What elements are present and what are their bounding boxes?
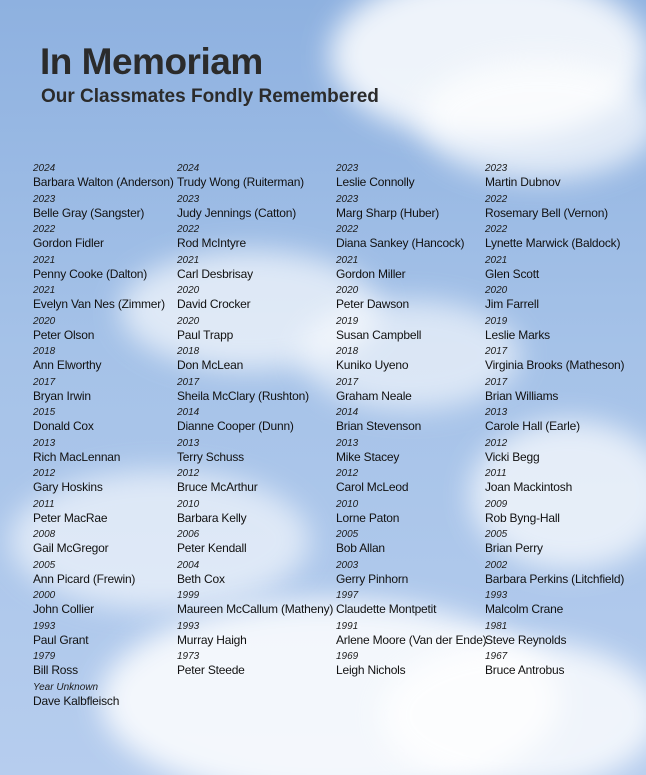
memorial-entry [336, 346, 486, 377]
memorial-entry [33, 621, 174, 652]
entry-year: 2024 [33, 163, 56, 174]
memorial-column-4 [485, 163, 624, 682]
memorial-entry [177, 163, 333, 194]
memorial-entry [336, 560, 486, 591]
entry-name: Paul Trapp [177, 327, 234, 342]
memorial-entry [33, 346, 174, 377]
memorial-entry [485, 194, 624, 225]
memorial-entry [485, 438, 624, 469]
entry-name: Judy Jennings (Catton) [177, 205, 296, 220]
entry-year: 2019 [336, 315, 359, 327]
entry-name: Bruce Antrobus [485, 663, 565, 677]
memorial-entry [485, 529, 624, 560]
entry-year: 2021 [177, 254, 200, 266]
memorial-entry [485, 346, 624, 377]
entry-year: 2014 [177, 407, 200, 418]
entry-name: Bill Ross [33, 663, 78, 677]
memorial-entry [33, 590, 174, 621]
entry-name: Peter Steede [177, 663, 245, 677]
entry-year: 2022 [177, 224, 200, 235]
entry-year: 2024 [177, 163, 200, 174]
memorial-entry [177, 346, 333, 377]
entry-name: Peter MacRae [33, 510, 108, 525]
entry-year: 2005 [33, 559, 56, 571]
memorial-entry [336, 590, 486, 621]
entry-name: Peter Kendall [177, 541, 247, 555]
memorial-entry [177, 529, 333, 560]
entry-year: 2023 [336, 193, 359, 205]
memorial-entry [336, 529, 486, 560]
entry-name: Donald Cox [33, 419, 94, 433]
entry-name: Penny Cooke (Dalton) [33, 266, 148, 281]
memorial-entry [177, 194, 333, 225]
entry-year: 2003 [336, 559, 359, 571]
entry-year: 2012 [485, 437, 508, 449]
entry-name: Gail McGregor [33, 541, 109, 555]
entry-year: 1979 [33, 651, 56, 662]
entry-year: 2013 [177, 437, 200, 449]
entry-name: Kuniko Uyeno [336, 358, 409, 372]
entry-year: 2021 [33, 285, 56, 296]
entry-name: Mike Stacey [336, 449, 400, 464]
entry-year: 2021 [33, 254, 56, 266]
memorial-entry [336, 407, 486, 438]
entry-name: Bruce McArthur [177, 480, 258, 494]
memorial-entry [336, 285, 486, 316]
memorial-entry [336, 316, 486, 347]
entry-year: 2011 [33, 498, 55, 510]
entry-year: 1993 [33, 620, 56, 632]
entry-year: 2023 [485, 163, 508, 174]
entry-year: 1997 [336, 590, 359, 601]
entry-name: Vicki Begg [485, 449, 540, 464]
entry-name: Lynette Marwick (Baldock) [485, 236, 621, 250]
entry-year: 2015 [33, 407, 56, 418]
entry-name: Arlene Moore (Van der Ende) [336, 632, 487, 647]
entry-name: Beth Cox [177, 571, 225, 586]
entry-year: 2009 [485, 498, 508, 510]
memorial-entry [485, 407, 624, 438]
memorial-entry [33, 163, 174, 194]
entry-name: Ann Elworthy [33, 358, 102, 372]
entry-name: Carol McLeod [336, 480, 409, 494]
entry-year: 1991 [336, 620, 359, 632]
entry-name: Marg Sharp (Huber) [336, 205, 440, 220]
memorial-entry [485, 316, 624, 347]
memorial-entry [336, 255, 486, 286]
entry-year: 2023 [33, 193, 56, 205]
memorial-entry [485, 468, 624, 499]
memorial-entry [33, 560, 174, 591]
memorial-entry [33, 255, 174, 286]
entry-year: 2012 [336, 468, 359, 479]
entry-year: 2000 [33, 590, 56, 601]
entry-name: Evelyn Van Nes (Zimmer) [33, 297, 165, 311]
memorial-entry [485, 621, 624, 652]
entry-name: Carole Hall (Earle) [485, 419, 580, 433]
entry-year: 2018 [33, 346, 56, 357]
memorial-entry [485, 224, 624, 255]
entry-year: 2008 [33, 529, 56, 540]
entry-name: Barbara Kelly [177, 510, 247, 525]
entry-name: Rosemary Bell (Vernon) [485, 205, 608, 220]
entry-year: 1973 [177, 651, 200, 662]
memorial-entry [485, 255, 624, 286]
entry-year: 2022 [336, 224, 359, 235]
entry-year: 2022 [485, 193, 508, 205]
entry-name: Brian Perry [485, 541, 543, 555]
entry-year: 2017 [336, 376, 359, 388]
entry-year: 1981 [485, 620, 508, 632]
memorial-entry [33, 377, 174, 408]
entry-name: Sheila McClary (Rushton) [177, 388, 309, 403]
entry-year: 1993 [177, 620, 200, 632]
entry-year: 2017 [485, 346, 508, 357]
entry-year: 2013 [33, 437, 56, 449]
entry-year: 2002 [485, 559, 508, 571]
entry-year: 2020 [33, 315, 56, 327]
entry-name: Graham Neale [336, 388, 412, 403]
memorial-entry [33, 224, 174, 255]
memorial-entry [33, 407, 174, 438]
entry-year: 2012 [177, 468, 200, 479]
entry-year: 2017 [177, 376, 200, 388]
memorial-entry [485, 590, 624, 621]
memorial-entry [33, 468, 174, 499]
entry-year: 2023 [336, 163, 359, 174]
entry-name: Brian Williams [485, 388, 559, 403]
entry-year: 1969 [336, 651, 359, 662]
entry-name: Carl Desbrisay [177, 266, 253, 281]
memorial-entry [177, 621, 333, 652]
entry-name: Murray Haigh [177, 632, 247, 647]
entry-year: 2020 [485, 285, 508, 296]
entry-name: Susan Campbell [336, 327, 422, 342]
entry-name: Joan Mackintosh [485, 480, 573, 494]
entry-year: 2021 [336, 254, 359, 266]
entry-name: Lorne Paton [336, 510, 400, 525]
memorial-entry [33, 651, 174, 682]
entry-year: 2018 [336, 346, 359, 357]
memorial-entry [33, 316, 174, 347]
memorial-entry [485, 163, 624, 194]
entry-year: 2013 [336, 437, 359, 449]
memorial-entry [336, 194, 486, 225]
entry-name: Malcolm Crane [485, 602, 564, 616]
memorial-entry [33, 438, 174, 469]
entry-name: Rod McIntyre [177, 236, 246, 250]
entry-year: 2022 [485, 224, 508, 235]
entry-name: Leigh Nichols [336, 663, 406, 677]
memorial-entry [177, 316, 333, 347]
entry-year: 2020 [177, 315, 200, 327]
entry-name: Don McLean [177, 358, 244, 372]
memorial-entry [485, 285, 624, 316]
entry-year: 2017 [33, 376, 56, 388]
entry-name: Gordon Fidler [33, 236, 104, 250]
entry-year: 2022 [33, 224, 56, 235]
memorial-entry [336, 163, 486, 194]
memorial-entry [177, 590, 333, 621]
memorial-entry [177, 407, 333, 438]
entry-name: Terry Schuss [177, 449, 244, 464]
entry-year: 2020 [336, 285, 359, 296]
memorial-entry [336, 224, 486, 255]
entry-name: Paul Grant [33, 632, 89, 647]
entry-name: Trudy Wong (Ruiterman) [177, 175, 304, 189]
memorial-entry [336, 621, 486, 652]
entry-name: Brian Stevenson [336, 419, 422, 433]
entry-name: Gordon Miller [336, 266, 406, 281]
entry-year: 2018 [177, 346, 200, 357]
entry-name: Barbara Perkins (Litchfield) [485, 571, 625, 586]
entry-name: Barbara Walton (Anderson) [33, 175, 174, 189]
entry-name: Diana Sankey (Hancock) [336, 236, 465, 250]
memorial-column-3 [336, 163, 486, 682]
entry-name: Leslie Marks [485, 327, 550, 342]
entry-name: Leslie Connolly [336, 175, 415, 189]
memorial-entry [177, 438, 333, 469]
memorial-entry [177, 285, 333, 316]
entry-name: John Collier [33, 602, 94, 616]
memorial-entry [336, 651, 486, 682]
memorial-entry [177, 224, 333, 255]
entry-name: Dave Kalbfleisch [33, 693, 120, 708]
page-subtitle: Our Classmates Fondly Remembered [41, 86, 379, 107]
entry-year: 2023 [177, 193, 200, 205]
entry-name: Jim Farrell [485, 297, 539, 311]
memorial-entry [336, 499, 486, 530]
entry-name: Virginia Brooks (Matheson) [485, 358, 625, 372]
memorial-entry [485, 499, 624, 530]
entry-name: Glen Scott [485, 266, 540, 281]
memorial-entry [336, 377, 486, 408]
entry-year: 2021 [485, 254, 508, 266]
entry-name: Rich MacLennan [33, 449, 121, 464]
entry-year: 2014 [336, 407, 359, 418]
memorial-entry [485, 377, 624, 408]
memorial-entry [177, 255, 333, 286]
memorial-entry [485, 651, 624, 682]
memorial-entry [336, 438, 486, 469]
entry-year: 2011 [485, 468, 507, 479]
entry-year: 2019 [485, 315, 508, 327]
entry-year: 1999 [177, 590, 200, 601]
entry-name: Gerry Pinhorn [336, 571, 409, 586]
memorial-entry [485, 560, 624, 591]
entry-year: 1967 [485, 651, 508, 662]
entry-year: 2005 [336, 529, 359, 540]
cloud [420, 60, 646, 180]
entry-year: 2005 [485, 529, 508, 540]
entry-name: Peter Olson [33, 327, 95, 342]
memorial-entry [177, 651, 333, 682]
memorial-entry [336, 468, 486, 499]
entry-year: 2012 [33, 468, 56, 479]
memorial-column-2 [177, 163, 333, 682]
entry-name: Steve Reynolds [485, 632, 567, 647]
memorial-entry [177, 560, 333, 591]
entry-year: 2020 [177, 285, 200, 296]
entry-year: 1993 [485, 590, 508, 601]
entry-year: 2010 [336, 498, 359, 510]
memorial-entry [33, 285, 174, 316]
memorial-entry [33, 194, 174, 225]
memorial-entry [33, 682, 174, 713]
entry-name: Peter Dawson [336, 297, 409, 311]
memorial-column-1 [33, 163, 174, 712]
memorial-entry [177, 499, 333, 530]
entry-name: Rob Byng-Hall [485, 510, 560, 525]
page-title: In Memoriam [40, 41, 263, 82]
memorial-entry [177, 468, 333, 499]
entry-name: Bob Allan [336, 541, 385, 555]
entry-name: David Crocker [177, 297, 251, 311]
entry-year: Year Unknown [33, 681, 99, 693]
entry-year: 2017 [485, 376, 508, 388]
entry-name: Bryan Irwin [33, 388, 91, 403]
memorial-entry [177, 377, 333, 408]
entry-name: Maureen McCallum (Matheny) [177, 602, 334, 616]
memorial-entry [33, 529, 174, 560]
entry-name: Dianne Cooper (Dunn) [177, 419, 294, 433]
entry-name: Gary Hoskins [33, 480, 103, 494]
memorial-entry [33, 499, 174, 530]
entry-year: 2010 [177, 498, 200, 510]
entry-name: Claudette Montpetit [336, 602, 437, 616]
entry-year: 2013 [485, 407, 508, 418]
entry-name: Martin Dubnov [485, 175, 561, 189]
entry-name: Belle Gray (Sangster) [33, 205, 145, 220]
entry-year: 2004 [177, 559, 200, 571]
entry-name: Ann Picard (Frewin) [33, 571, 136, 586]
entry-year: 2006 [177, 529, 200, 540]
